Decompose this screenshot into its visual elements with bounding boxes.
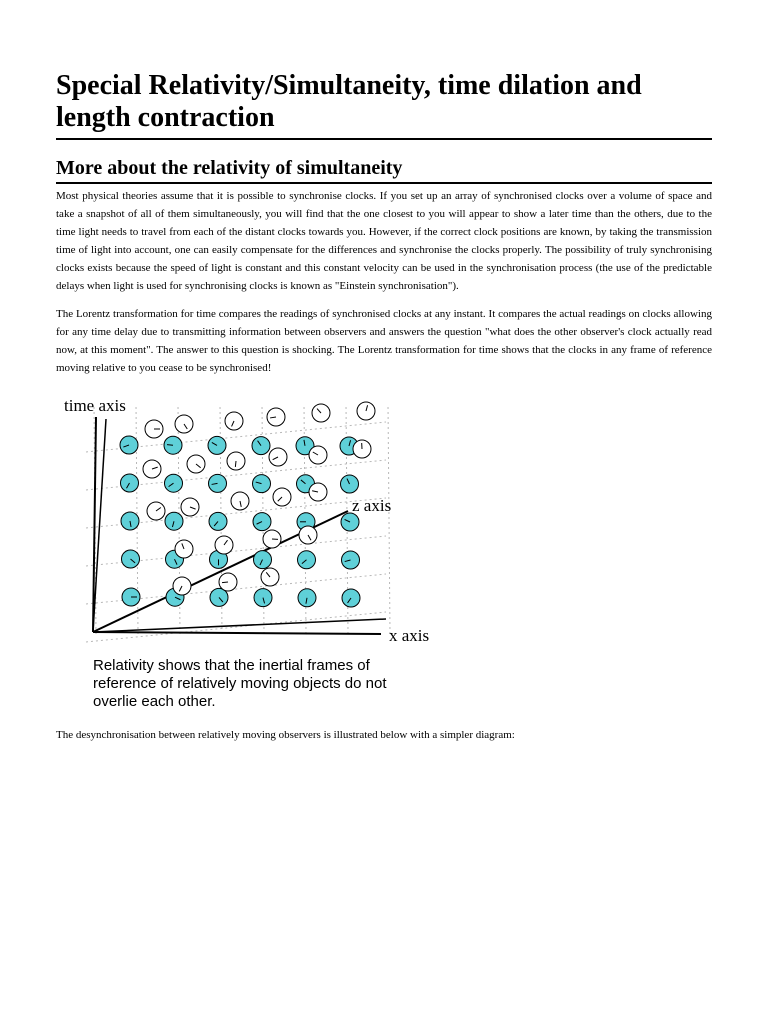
reference-frames-figure [56, 389, 456, 719]
clock-grid-diagram [56, 389, 456, 659]
page-title: Special Relativity/Simultaneity, time dilation and length contraction [56, 0, 712, 140]
synchronised-clock [298, 551, 316, 569]
z-axis-label: z axis [352, 496, 392, 515]
synchronised-clock [253, 513, 271, 531]
section-heading: More about the relativity of simultaneity [56, 156, 712, 184]
paragraph-lorentz-transformation: The Lorentz transformation for time compares the readings of synchronised clocks at any instant. It compares the actual readings on clocks allowing for any time delay due to transmitting information between observers and answers the question "what does the other observer's clock actually read now, at this moment". The answer to this question is shocking. The Lorentz transformation for time shows that the clocks in any frame of reference moving relative to you cease to be synchronised! [56, 308, 712, 374]
x-axis-label: x axis [389, 626, 430, 645]
synchronised-clock [209, 474, 227, 492]
synchronised-clock [253, 475, 271, 493]
synchronised-clock [254, 589, 272, 607]
grid-line [388, 404, 390, 634]
paragraph-synchronising-clocks: Most physical theories assume that it is possible to synchronise clocks. If you set up an array of synchronised clocks over a volume of space and take a snapshot of all of them simultaneously, you will find that the one closest to you will appear to show a later time than the others, due to the time light needs to travel from each of the distant clocks towards you. However, if the correct clock positions are known, by taking the transmission time of light into account, one can easily compensate for the differences and synchronise the clocks properly. The possibility of truly synchronising clocks exists because the speed of light is constant and this constant velocity can be used in the synchronisation process (the use of the predictable delays when light is used for synchronising clocks is known as "Einstein synchronisation"). [56, 190, 712, 292]
clock-hand [167, 445, 173, 446]
clock-hand [235, 461, 236, 467]
synchronised-clock [164, 436, 182, 454]
clock-hand [222, 582, 228, 583]
time-axis-label: time axis [64, 396, 126, 415]
grid-line [86, 612, 386, 642]
synchronised-clock [298, 589, 316, 607]
x-axis-line [93, 632, 381, 634]
synchronised-clock [254, 551, 272, 569]
figure-caption: Relativity shows that the inertial frames of reference of relatively moving objects do not overlie each other. [93, 657, 387, 710]
synchronised-clock [252, 437, 270, 455]
paragraph-desynchronisation: The desynchronisation between relatively moving observers is illustrated below with a simpler diagram: [56, 729, 515, 741]
document-page [56, 0, 712, 744]
x-axis-line [93, 619, 386, 632]
